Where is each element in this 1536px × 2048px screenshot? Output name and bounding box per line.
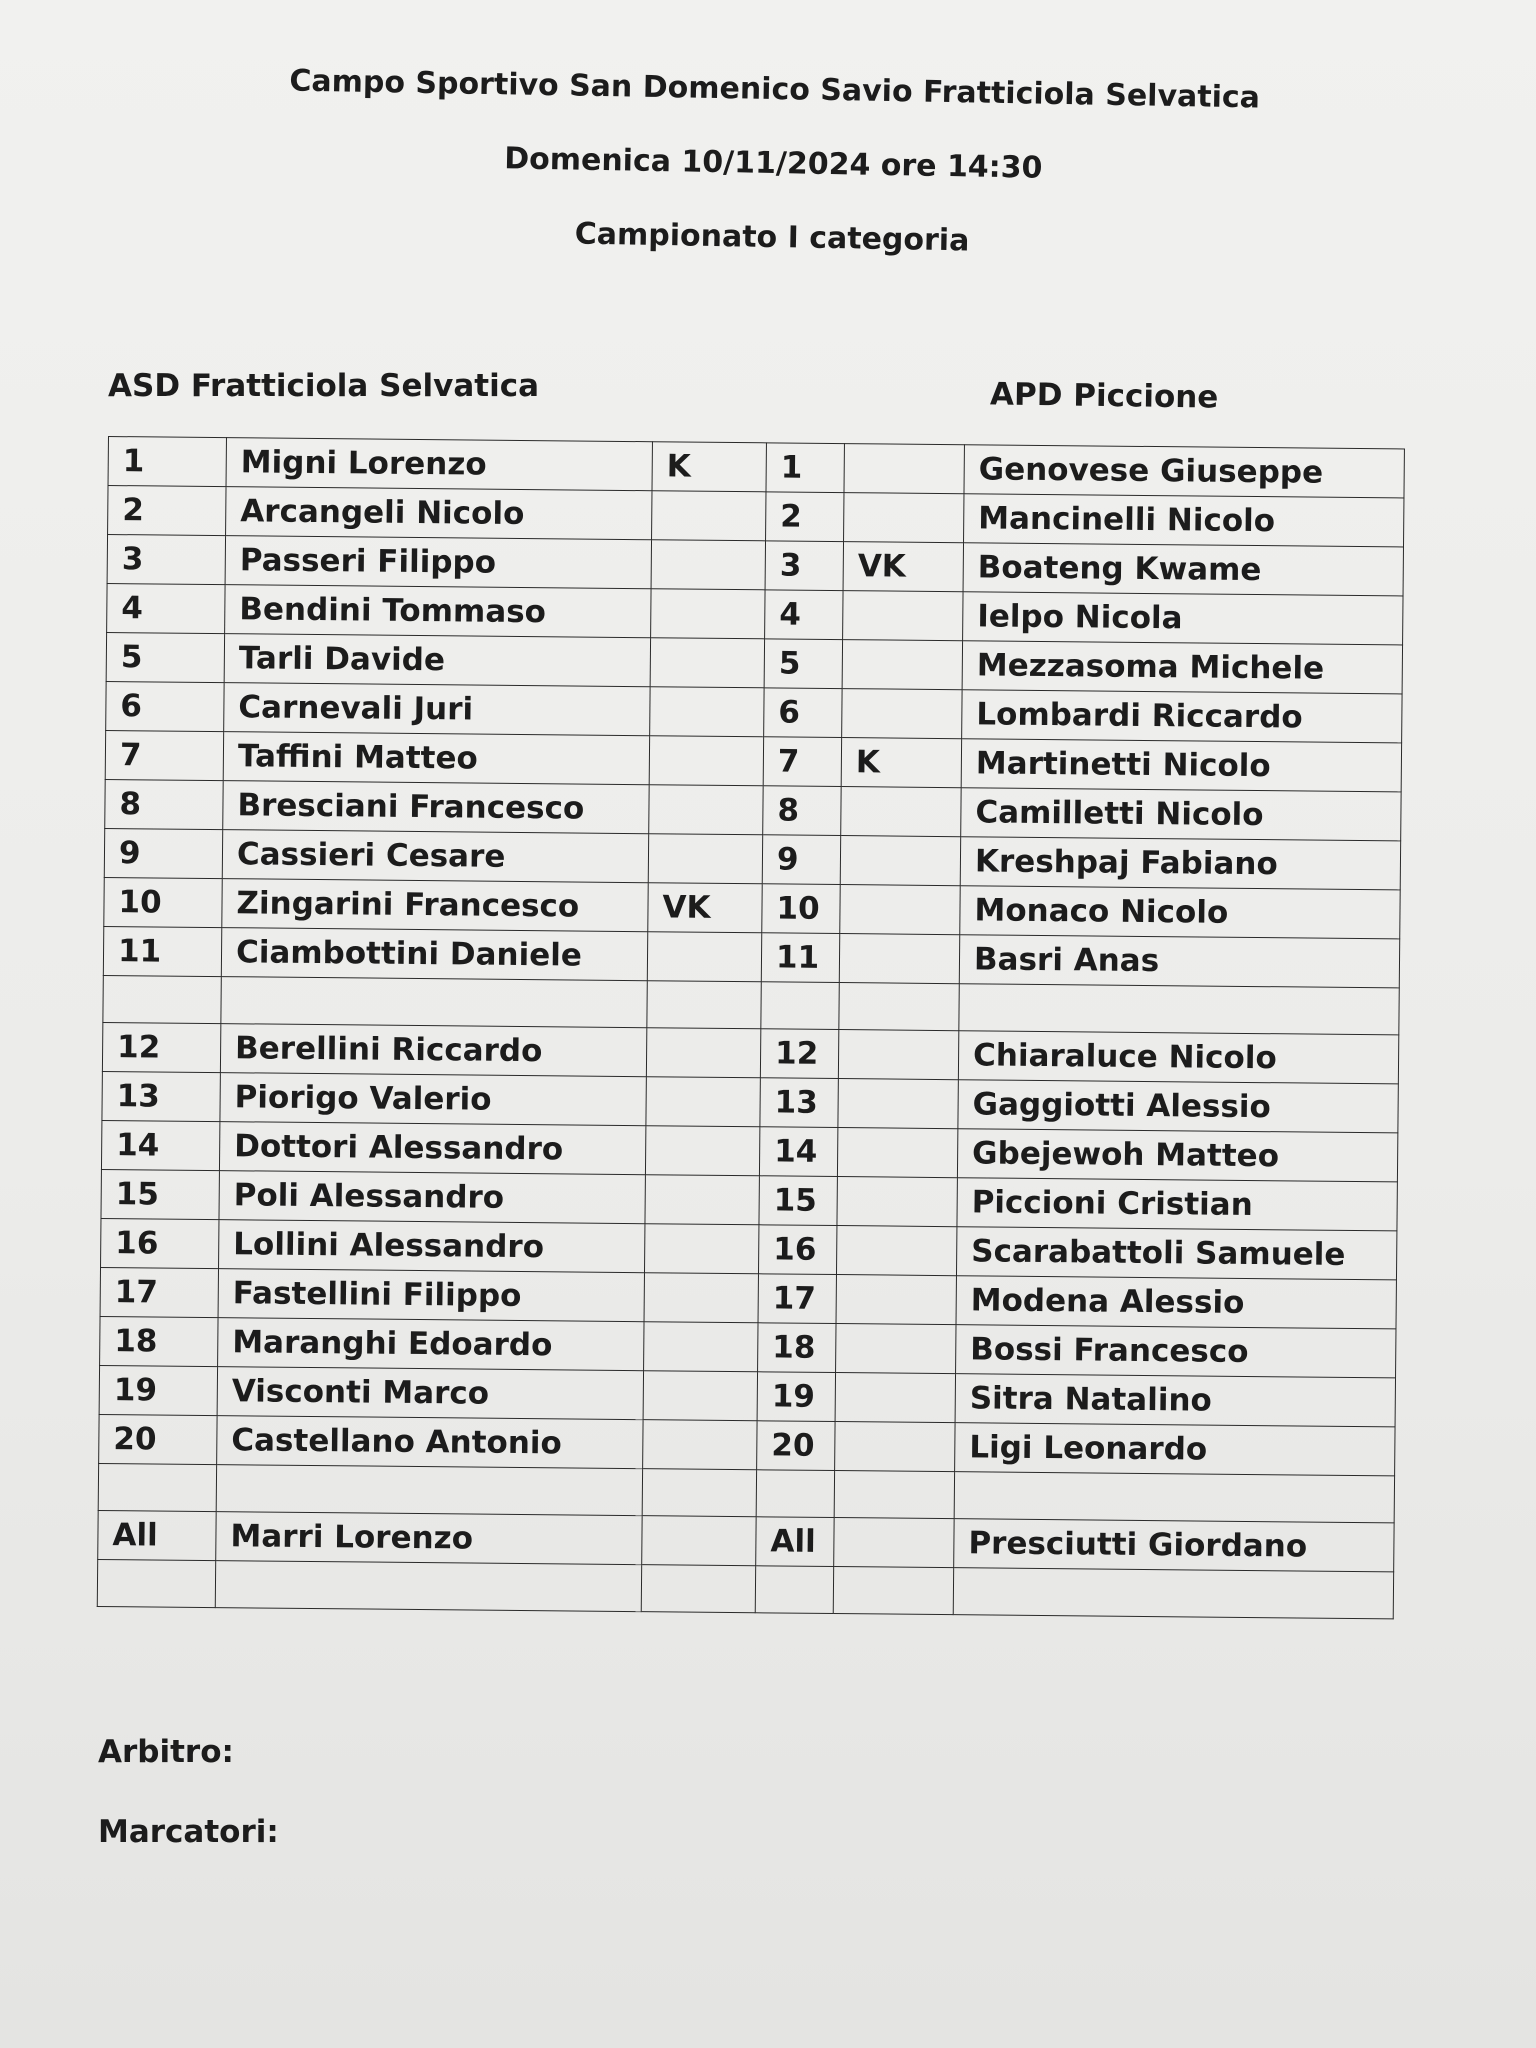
away-player-name: Boateng Kwame [963, 543, 1403, 596]
away-player-role [840, 885, 960, 935]
away-player-number: 13 [760, 1078, 838, 1128]
home-player-number [98, 1463, 216, 1511]
home-player-name: Maranghi Edoardo [218, 1318, 644, 1371]
away-player-number: 20 [757, 1421, 835, 1471]
home-player-name: Arcangeli Nicolo [226, 487, 652, 540]
home-player-name [216, 1465, 642, 1516]
home-player-role [647, 981, 761, 1029]
home-player-number: 18 [100, 1316, 218, 1366]
match-date-time: Domenica 10/11/2024 ore 14:30 [503, 141, 1043, 186]
away-player-name [954, 1472, 1394, 1523]
home-player-number: 4 [107, 583, 225, 633]
home-player-role [648, 834, 762, 884]
away-player-role [837, 1177, 957, 1227]
away-player-number: 8 [763, 786, 841, 836]
home-player-number: 13 [102, 1071, 220, 1121]
home-player-name: Ciambottini Daniele [221, 928, 647, 981]
away-player-name: Scarabattoli Samuele [956, 1227, 1396, 1280]
home-player-name: Marri Lorenzo [216, 1512, 642, 1565]
home-player-name: Taffini Matteo [223, 732, 649, 785]
away-player-number [761, 982, 839, 1030]
home-player-name: Poli Alessandro [219, 1171, 645, 1224]
home-player-name: Visconti Marco [217, 1367, 643, 1420]
away-player-name: Mezzasoma Michele [962, 641, 1402, 694]
away-player-name: Genovese Giuseppe [964, 445, 1404, 498]
scorers-label: Marcatori: [98, 1814, 279, 1850]
home-player-number: 7 [105, 730, 223, 780]
away-team-name: APD Piccione [989, 376, 1219, 416]
away-player-name: Ielpo Nicola [963, 592, 1403, 645]
away-player-name: Ligi Leonardo [955, 1423, 1395, 1476]
roster-table [97, 436, 1405, 1619]
away-player-name: Basri Anas [959, 935, 1399, 988]
away-player-name: Monaco Nicolo [960, 886, 1400, 939]
away-player-name: Presciutti Giordano [954, 1519, 1394, 1572]
home-player-role [650, 638, 764, 688]
away-player-role [834, 1471, 954, 1519]
away-player-role [837, 1128, 957, 1178]
home-player-number: 3 [107, 535, 225, 585]
roster-table-wrapper [97, 436, 1405, 1619]
home-player-role [643, 1371, 757, 1421]
away-player-name: Martinetti Nicolo [961, 739, 1401, 792]
home-player-name: Passeri Filippo [225, 536, 651, 589]
home-player-number: 9 [104, 828, 222, 878]
home-player-name: Castellano Antonio [217, 1416, 643, 1469]
away-player-name: Sitra Natalino [955, 1374, 1395, 1427]
away-player-role [844, 493, 964, 543]
home-player-number: 16 [101, 1218, 219, 1268]
away-player-role [836, 1324, 956, 1374]
match-header [256, 61, 1290, 301]
home-player-role: K [652, 442, 766, 492]
home-player-name [215, 1561, 641, 1612]
away-player-role [836, 1226, 956, 1276]
away-player-number: 7 [763, 737, 841, 787]
away-player-number: 6 [764, 688, 842, 738]
home-player-number: 17 [100, 1267, 218, 1317]
home-player-role: VK [648, 883, 762, 933]
home-team-name: ASD Fratticiola Selvatica [108, 368, 539, 404]
home-player-role [647, 932, 761, 982]
home-player-name: Lollini Alessandro [219, 1220, 645, 1273]
home-player-name: Tarli Davide [224, 634, 650, 687]
home-player-role [651, 589, 765, 639]
away-player-role [835, 1422, 955, 1472]
home-player-number: 14 [101, 1120, 219, 1170]
away-player-number: 18 [758, 1323, 836, 1373]
home-player-name: Carnevali Juri [224, 683, 650, 736]
away-player-name: Chiaraluce Nicolo [958, 1031, 1398, 1084]
away-player-number: 15 [759, 1176, 837, 1226]
home-player-number: 20 [99, 1414, 217, 1464]
away-player-role [841, 787, 961, 837]
away-player-name: Gaggiotti Alessio [958, 1080, 1398, 1133]
away-player-name: Gbejewoh Matteo [957, 1129, 1397, 1182]
away-player-name: Lombardi Riccardo [962, 690, 1402, 743]
home-player-number: 1 [108, 437, 226, 487]
away-player-number: 9 [762, 835, 840, 885]
home-player-role [644, 1273, 758, 1323]
home-player-number: 5 [106, 632, 224, 682]
away-player-name: Bossi Francesco [956, 1325, 1396, 1378]
home-player-role [646, 1028, 760, 1078]
home-player-name [221, 977, 647, 1028]
away-player-role [843, 591, 963, 641]
away-player-name: Mancinelli Nicolo [964, 494, 1404, 547]
home-player-number: 11 [103, 926, 221, 976]
home-player-name: Piorigo Valerio [220, 1073, 646, 1126]
away-player-role [842, 689, 962, 739]
away-player-role [838, 1030, 958, 1080]
away-player-role [833, 1567, 953, 1615]
home-player-name: Zingarini Francesco [222, 879, 648, 932]
home-player-name: Fastellini Filippo [218, 1269, 644, 1322]
away-player-role: K [841, 738, 961, 788]
away-player-role [834, 1518, 954, 1568]
away-player-number [755, 1566, 833, 1614]
home-player-name: Dottori Alessandro [219, 1122, 645, 1175]
roster-body [97, 437, 1404, 1619]
home-player-role [644, 1224, 758, 1274]
home-player-number [103, 975, 221, 1023]
away-player-number: 3 [765, 541, 843, 591]
home-player-number: 10 [104, 877, 222, 927]
away-player-name: Camilletti Nicolo [961, 788, 1401, 841]
home-player-number: 8 [105, 779, 223, 829]
away-player-number: 2 [766, 492, 844, 542]
home-player-number: 12 [102, 1022, 220, 1072]
away-player-number [756, 1470, 834, 1518]
away-player-number: 11 [761, 933, 839, 983]
home-player-number: All [98, 1510, 216, 1560]
home-player-name: Bresciani Francesco [223, 781, 649, 834]
away-player-role [835, 1373, 955, 1423]
home-player-role [649, 736, 763, 786]
home-player-role [651, 540, 765, 590]
home-player-role [642, 1469, 756, 1517]
home-player-role [649, 785, 763, 835]
home-player-role [646, 1077, 760, 1127]
away-player-number: 14 [759, 1127, 837, 1177]
home-player-role [645, 1126, 759, 1176]
home-player-role [645, 1175, 759, 1225]
away-player-role [836, 1275, 956, 1325]
home-player-name: Bendini Tommaso [225, 585, 651, 638]
competition-name: Campionato I categoria [574, 216, 970, 259]
away-player-name: Piccioni Cristian [957, 1178, 1397, 1231]
home-player-role [641, 1565, 755, 1613]
away-player-name [959, 984, 1399, 1035]
home-player-role [642, 1516, 756, 1566]
away-player-role: VK [843, 542, 963, 592]
away-player-number: 1 [766, 443, 844, 493]
away-player-role [839, 934, 959, 984]
away-player-number: 4 [765, 590, 843, 640]
away-player-number: 17 [758, 1274, 836, 1324]
home-player-number: 15 [101, 1169, 219, 1219]
home-player-number: 6 [106, 681, 224, 731]
away-player-number: 12 [760, 1029, 838, 1079]
away-player-role [844, 444, 964, 494]
referee-label: Arbitro: [98, 1734, 234, 1770]
away-player-role [840, 836, 960, 886]
away-player-role [839, 983, 959, 1031]
home-player-role [650, 687, 764, 737]
home-player-name: Cassieri Cesare [222, 830, 648, 883]
away-player-role [842, 640, 962, 690]
home-player-role [643, 1420, 757, 1470]
away-player-number: 5 [764, 639, 842, 689]
away-player-role [838, 1079, 958, 1129]
home-player-number [97, 1559, 215, 1607]
away-player-number: All [756, 1517, 834, 1567]
home-player-number: 2 [108, 486, 226, 536]
home-player-role [652, 491, 766, 541]
home-player-role [644, 1322, 758, 1372]
away-player-number: 16 [758, 1225, 836, 1275]
venue-title: Campo Sportivo San Domenico Savio Fratticiola Selvatica [289, 63, 1261, 116]
home-player-name: Migni Lorenzo [226, 438, 652, 491]
home-player-number: 19 [99, 1365, 217, 1415]
away-player-name [953, 1568, 1393, 1619]
away-player-number: 10 [762, 884, 840, 934]
away-player-name: Modena Alessio [956, 1276, 1396, 1329]
away-player-number: 19 [757, 1372, 835, 1422]
away-player-name: Kreshpaj Fabiano [960, 837, 1400, 890]
home-player-name: Berellini Riccardo [220, 1024, 646, 1077]
